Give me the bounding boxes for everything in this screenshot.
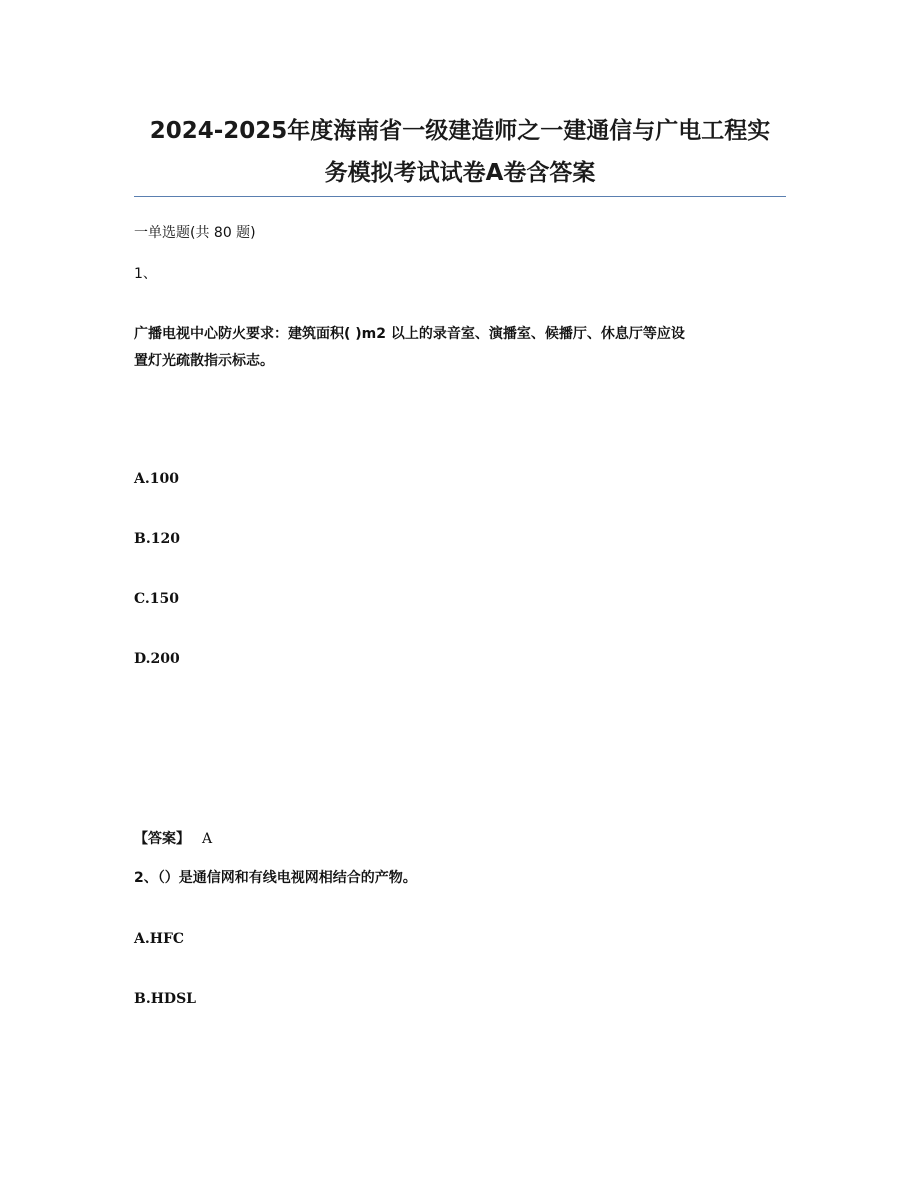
question-1-stem-line-2: 置灯光疏散指示标志。 <box>134 353 274 369</box>
question-1-number: 1、 <box>134 266 157 282</box>
answer-value: A <box>202 831 213 847</box>
question-1-answer <box>134 829 212 849</box>
answer-label: 【答案】 <box>134 831 190 847</box>
document-title-line-2: 务模拟考试试卷A卷含答案 <box>324 160 596 186</box>
question-2-option-a: A.HFC <box>134 931 185 947</box>
document-title-line-1: 2024-2025年度海南省一级建造师之一建通信与广电工程实 <box>149 118 771 144</box>
question-1-stem-line-1: 广播电视中心防火要求：建筑面积( )m2 以上的录音室、演播室、候播厅、休息厅等应设 <box>134 326 685 342</box>
question-1-option-d: D.200 <box>134 651 180 667</box>
question-1-option-b: B.120 <box>134 531 180 547</box>
title-divider <box>134 196 786 197</box>
question-2-option-b: B.HDSL <box>134 991 197 1007</box>
question-2-stem: 2、（）是通信网和有线电视网相结合的产物。 <box>134 870 417 886</box>
question-1-option-c: C.150 <box>134 591 179 607</box>
question-1-option-a: A.100 <box>134 471 179 487</box>
section-heading: 一单选题(共 80 题) <box>134 225 256 241</box>
